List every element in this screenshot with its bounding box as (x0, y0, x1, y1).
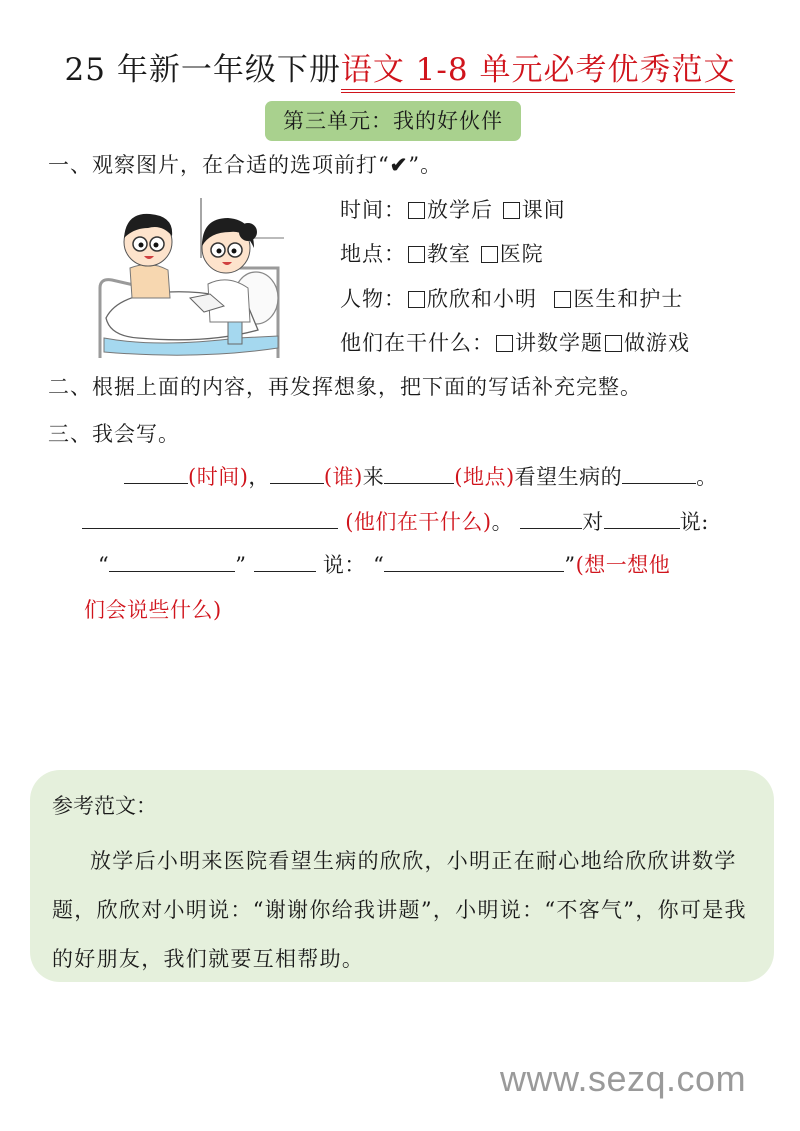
text-say: 说: (679, 510, 709, 534)
watermark: www.sezq.com (500, 1058, 747, 1099)
checkbox[interactable] (605, 335, 622, 352)
blank-responder[interactable] (254, 551, 316, 572)
title-prefix: 25 年新一年级下册 (64, 52, 341, 88)
text-say: 说： (322, 553, 366, 577)
checkbox[interactable] (496, 335, 513, 352)
section3-instruction: 三、我会写。 (48, 422, 180, 446)
hint-think-cont: 们会说些什么) (84, 598, 222, 622)
checkbox[interactable] (481, 246, 498, 263)
option-label: 放学后 (427, 198, 493, 222)
instruction-text-end: ”。 (408, 153, 443, 177)
question-label: 时间： (340, 198, 406, 222)
fill-line-2 (82, 507, 709, 537)
blank-speech-2[interactable] (384, 551, 564, 572)
hint-time: (时间) (188, 465, 249, 489)
unit-badge: 第三单元：我的好伙伴 (265, 101, 521, 141)
option-label: 教室 (427, 242, 471, 266)
period: 。 (696, 465, 718, 489)
text-come: 来 (362, 465, 385, 489)
title-highlight: 语文 1-8 单元必考优秀范文 (341, 52, 736, 93)
page-title (0, 48, 800, 92)
blank-who[interactable] (270, 463, 324, 484)
reference-paragraph: 放学后小明来医院看望生病的欣欣，小明正在耐心地给欣欣讲数学题，欣欣对小明说：“谢谢你给我讲题”，小明说：“不客气”，你可是我的好朋友，我们就要互相帮助。 (52, 849, 747, 971)
hint-doing: (他们在干什么) (345, 510, 492, 534)
instruction-text: 一、观察图片，在合适的选项前打“ (48, 153, 390, 177)
text-to: 对 (582, 510, 604, 534)
question-people (340, 284, 683, 314)
question-place (340, 239, 544, 269)
check-mark-icon: ✔ (389, 152, 409, 177)
checkbox[interactable] (408, 202, 425, 219)
reference-title: 参考范文： (52, 794, 157, 818)
fill-line-3 (98, 550, 670, 580)
checkbox[interactable] (408, 246, 425, 263)
blank-time[interactable] (124, 463, 188, 484)
text-visit: 看望生病的 (514, 465, 623, 489)
option-label: 做游戏 (624, 331, 690, 355)
close-quote: ” (564, 553, 576, 577)
option-label: 欣欣和小明 (427, 287, 537, 311)
checkbox[interactable] (408, 291, 425, 308)
open-quote: “ (98, 553, 110, 577)
option-label: 医生和护士 (573, 287, 684, 311)
hint-who: (谁) (323, 465, 363, 489)
option-label: 医院 (499, 242, 544, 266)
fill-line-1 (124, 462, 718, 492)
section1-instruction (48, 150, 442, 180)
question-label: 人物： (340, 287, 406, 311)
blank-speech-1[interactable] (109, 551, 235, 572)
blank-doing[interactable] (82, 508, 338, 529)
separator: ， (248, 465, 270, 489)
option-label: 课间 (521, 198, 566, 222)
blank-speaker[interactable] (520, 508, 582, 529)
blank-listener[interactable] (604, 508, 680, 529)
fill-line-4 (84, 595, 222, 625)
question-label: 他们在干什么： (340, 331, 494, 355)
hint-think: (想一想他 (575, 553, 671, 577)
blank-person[interactable] (622, 463, 696, 484)
question-activity (340, 328, 690, 358)
close-quote: ” (235, 553, 247, 577)
hint-place: (地点) (454, 465, 515, 489)
checkbox[interactable] (503, 202, 520, 219)
section2-instruction: 二、根据上面的内容，再发挥想象，把下面的写话补充完整。 (48, 375, 642, 399)
blank-place[interactable] (384, 463, 454, 484)
question-time (340, 195, 566, 225)
question-label: 地点： (340, 242, 406, 266)
open-quote: “ (373, 553, 385, 577)
checkbox[interactable] (554, 291, 571, 308)
option-label: 讲数学题 (515, 331, 603, 355)
hospital-visit-illustration (98, 198, 284, 363)
period: 。 (491, 510, 514, 534)
